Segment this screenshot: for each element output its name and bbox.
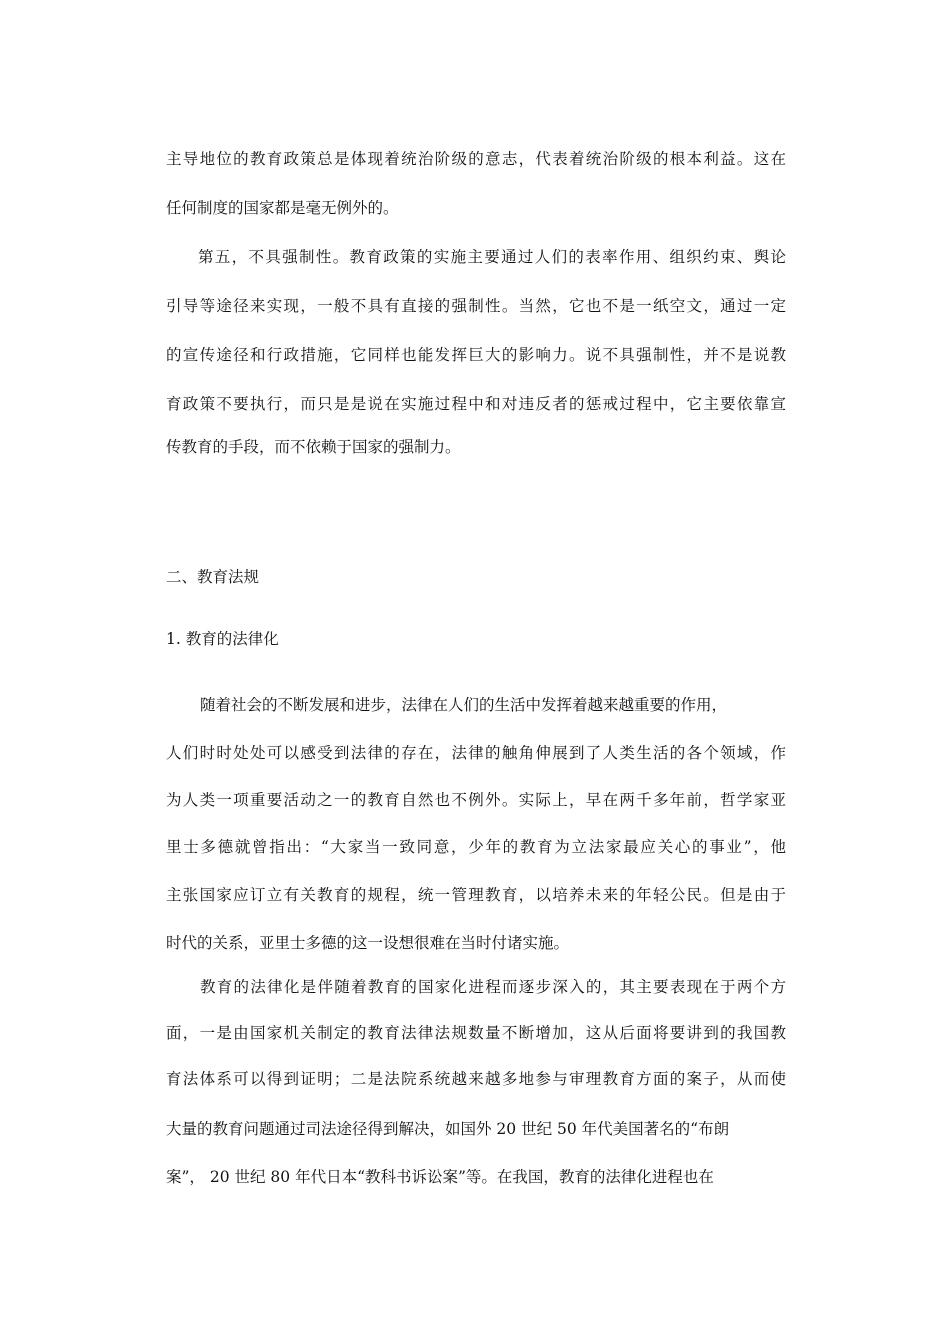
text-line: 里士多德就曾指出：“大家当一致同意，少年的教育为立法家最应关心的事业”，他 bbox=[166, 838, 786, 856]
text-line: 面，一是由国家机关制定的教育法律法规数量不断增加，这从后面将要讲到的我国教 bbox=[166, 1024, 786, 1042]
paragraph-first-line: 第五，不具强制性。教育政策的实施主要通过人们的表率作用、组织约束、舆论 bbox=[198, 248, 786, 266]
text-line: 案”， 20 世纪 80 年代日本“教科书诉讼案”等。在我国，教育的法律化进程也在 bbox=[166, 1168, 714, 1186]
paragraph-first-line: 随着社会的不断发展和进步，法律在人们的生活中发挥着越来越重要的作用， bbox=[200, 696, 728, 714]
text-line: 主张国家应订立有关教育的规程，统一管理教育，以培养未来的年轻公民。但是由于 bbox=[166, 886, 786, 904]
paragraph-first-line: 教育的法律化是伴随着教育的国家化进程而逐步深入的，其主要表现在于两个方 bbox=[200, 978, 786, 996]
text-line: 人们时时处处可以感受到法律的存在，法律的触角伸展到了人类生活的各个领域，作 bbox=[166, 744, 786, 762]
text-line: 的宣传途径和行政措施，它同样也能发挥巨大的影响力。说不具强制性，并不是说教 bbox=[166, 346, 786, 364]
subsection-heading: 1. 教育的法律化 bbox=[166, 630, 279, 648]
text-line: 时代的关系，亚里士多德的这一设想很难在当时付诸实施。 bbox=[166, 934, 570, 952]
text-line: 传教育的手段，而不依赖于国家的强制力。 bbox=[166, 438, 461, 456]
text-line: 引导等途径来实现，一般不具有直接的强制性。当然，它也不是一纸空文，通过一定 bbox=[166, 297, 786, 315]
text-line: 任何制度的国家都是毫无例外的。 bbox=[166, 199, 399, 217]
section-heading: 二、教育法规 bbox=[166, 568, 260, 586]
text-line: 育政策不要执行，而只是是说在实施过程中和对违反者的惩戒过程中，它主要依靠宣 bbox=[166, 395, 786, 413]
text-line: 育法体系可以得到证明；二是法院系统越来越多地参与审理教育方面的案子，从而使 bbox=[166, 1070, 786, 1088]
text-line: 主导地位的教育政策总是体现着统治阶级的意志，代表着统治阶级的根本利益。这在 bbox=[166, 150, 786, 168]
text-line: 为人类一项重要活动之一的教育自然也不例外。实际上，早在两千多年前，哲学家亚 bbox=[166, 791, 786, 809]
text-line: 大量的教育问题通过司法途径得到解决，如国外 20 世纪 50 年代美国著名的“布朗 bbox=[166, 1120, 730, 1138]
